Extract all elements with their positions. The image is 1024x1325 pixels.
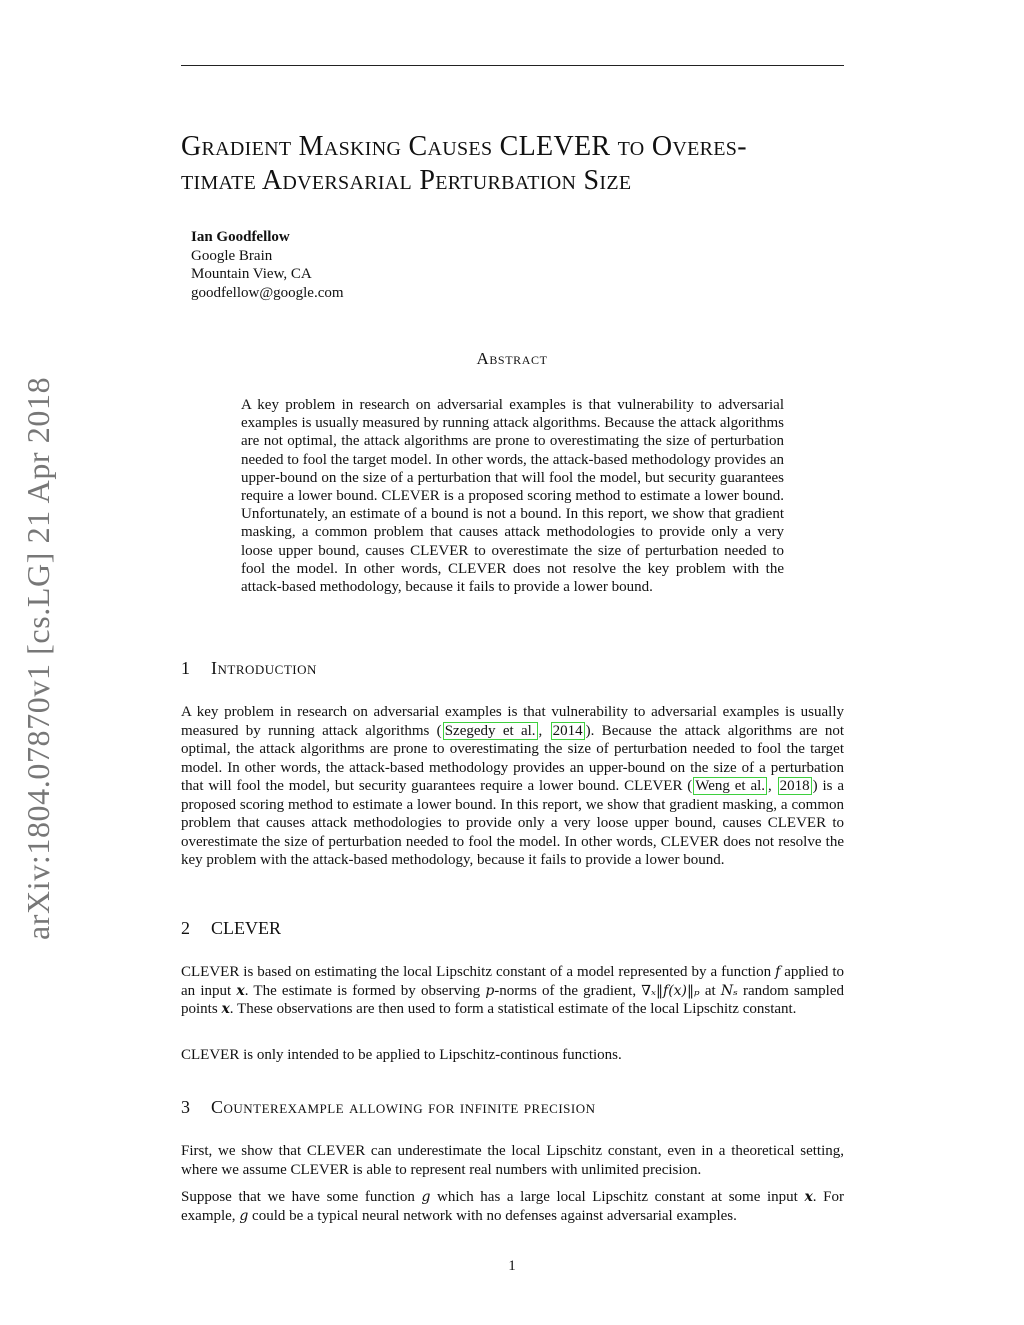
section-1-heading (181, 658, 317, 679)
text-run: A key problem in research on adversarial examples is that vulnerability to adversarial examples is usually measured by running attack algorithms ( (181, 704, 844, 739)
section-3-heading (181, 1097, 596, 1118)
title-line-1: Gradient Masking Causes CLEVER to Overes- (181, 131, 747, 162)
text-run: at (699, 982, 721, 999)
text-run: applied to an input (181, 964, 844, 999)
author-email: goodfellow@google.com (191, 284, 344, 301)
text-run: . For example, (181, 1189, 844, 1224)
math-symbol: x (804, 1189, 813, 1205)
citation-link[interactable]: Weng et al. (695, 778, 766, 794)
text-run: -norms of the gradient, (494, 982, 642, 999)
abstract-body (241, 396, 784, 596)
section-3-number: 3 (181, 1097, 190, 1117)
text-run: . These observations are then used to form a statistical estimate of the local Lipschitz constant. (229, 1001, 797, 1017)
text-run: ). Because the attack algorithms are not optimal, the attack algorithms are prone to overestimating the size of perturbation needed to fool the target model. In other words, the attack-based methodology provides an upper-bound on the size of a perturbation that will fool the model, but security guarantees require a lower bound. CLEVER ( (181, 722, 845, 794)
text-run: Suppose that we have some function (181, 1189, 422, 1205)
paper-title (181, 130, 851, 198)
section-2-heading (181, 918, 281, 939)
section-3-paragraph-2 (181, 1188, 844, 1225)
math-symbol: x (236, 982, 245, 999)
text-run: could be a typical neural network with no defenses against adversarial examples. (248, 1207, 737, 1224)
section-3-title: Counterexample allowing for infinite precision (211, 1097, 596, 1117)
arxiv-stamp: arXiv:1804.07870v1 [cs.LG] 21 Apr 2018 (20, 376, 56, 940)
math-symbol: g (239, 1207, 249, 1224)
text-run: . The estimate is formed by observing (244, 982, 486, 999)
section-2-paragraph-1 (181, 963, 844, 1019)
text-run: ) is a proposed scoring method to estimate a lower bound. In this report, we show that gradient masking, a common problem that causes attack methodologies to provide only a very loose upper bound, causes CLEVER to overestimate the size of perturbation needed to fool the model. In other words, CLEVER does not resolve the key problem with the attack-based methodology, because it fails to provide a lower bound. (181, 778, 845, 868)
section-2-title: CLEVER (211, 918, 281, 938)
citation-link[interactable]: 2018 (779, 778, 810, 794)
page-number: 1 (508, 1258, 516, 1274)
section-3-paragraph-1: First, we show that CLEVER can underestimate the local Lipschitz constant, even in a theoretical setting, where we assume CLEVER is able to represent real numbers with unlimited precision. (181, 1143, 844, 1178)
section-1-number: 1 (181, 658, 190, 678)
math-symbol: f (775, 964, 781, 980)
section-1-title: Introduction (211, 658, 317, 678)
text-run: which has a large local Lipschitz constant at some input (430, 1189, 805, 1205)
math-expression: ∇ₓ‖f(x)‖ₚ (641, 982, 700, 999)
author-affiliation: Google Brain (191, 247, 273, 264)
author-block (191, 228, 344, 302)
section-1-paragraph (181, 703, 844, 870)
citation-link[interactable]: Szegedy et al. (444, 722, 536, 739)
title-line-2: timate Adversarial Perturbation Size (181, 165, 632, 196)
author-location: Mountain View, CA (191, 266, 312, 282)
text-run: CLEVER is based on estimating the local Lipschitz constant of a model represented by a function (181, 964, 776, 980)
section-2-number: 2 (181, 918, 190, 938)
math-symbol: x (221, 1001, 230, 1017)
text-run: , (768, 778, 777, 794)
text-run: , (538, 722, 550, 739)
section-2-paragraph-2: CLEVER is only intended to be applied to Lipschitz-continous functions. (181, 1047, 622, 1063)
top-rule (181, 65, 844, 66)
abstract-text: A key problem in research on adversarial examples is that vulnerability to adversarial examples is usually measured by running attack algorithms. Because the attack algorithms are not optimal, the attack algorithms are prone to overestimating the size of perturbation needed to fool the target model. In other words, the attack-based methodology provides an upper-bound on the size of a perturbation that will fool the model, but security guarantees require a lower bound. CLEVER is a proposed scoring method to estimate a lower bound. Unfortunately, an estimate of a bound is not a bound. In this report, we show that gradient masking, a common problem that causes attack methodologies to provide only a very loose upper bound, causes CLEVER to overestimate the size of perturbation needed to fool the model. In other words, CLEVER does not resolve the key problem with the attack-based methodology, because it fails to provide a lower bound. (241, 397, 784, 596)
citation-link[interactable]: 2014 (552, 722, 583, 739)
abstract-heading: Abstract (476, 349, 548, 368)
author-name: Ian Goodfellow (191, 229, 290, 245)
math-symbol: g (421, 1189, 431, 1205)
math-symbol: Nₛ (720, 982, 738, 999)
math-symbol: p (485, 982, 495, 999)
text-run: random sampled points (181, 982, 844, 1017)
